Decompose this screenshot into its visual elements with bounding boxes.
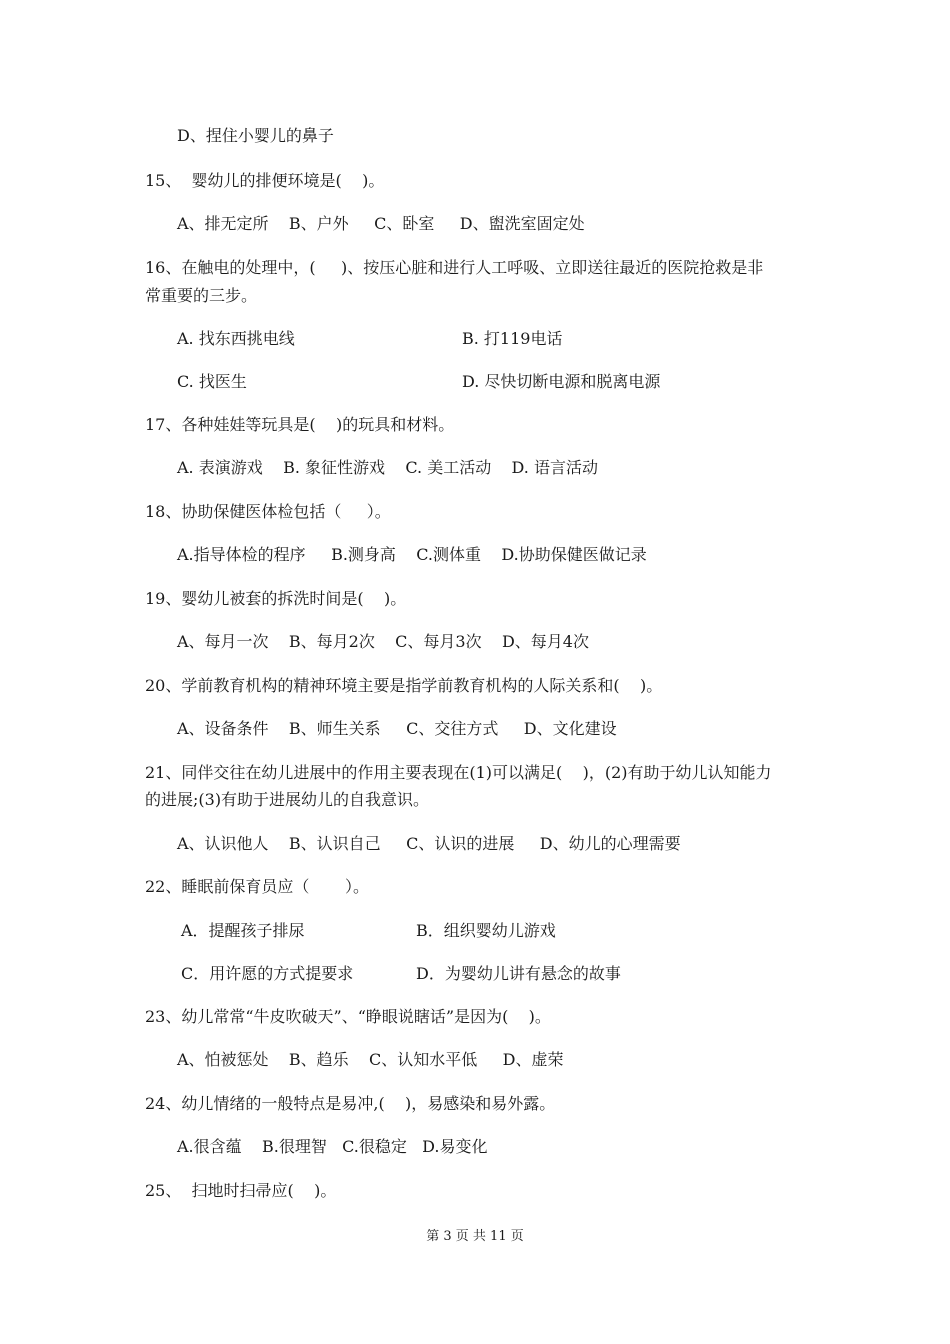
question-19: 19、婴幼儿被套的拆洗时间是( )。 [145,589,407,608]
question-20-options: A、设备条件 B、师生关系 C、交往方式 D、文化建设 [177,719,617,738]
question-20: 20、学前教育机构的精神环境主要是指学前教育机构的人际关系和( )。 [145,676,663,695]
question-16-option-d: D. 尽快切断电源和脱离电源 [462,372,661,391]
question-22: 22、睡眠前保育员应（ ）。 [145,877,369,896]
question-24-options: A.很含蕴 B.很理智 C.很稳定 D.易变化 [177,1137,488,1156]
question-23-options: A、怕被惩处 B、趋乐 C、认知水平低 D、虚荣 [177,1050,564,1069]
question-16-option-a: A. 找东西挑电线 [177,329,295,348]
page-number-footer: 第 3 页 共 11 页 [426,1229,524,1244]
question-24: 24、幼儿情绪的一般特点是易冲,( )，易感染和易外露。 [145,1094,556,1113]
question-22-option-a: A．提醒孩子排尿 [181,921,305,940]
q14-option-d: D、捏住小婴儿的鼻子 [177,126,334,145]
question-16-line-2: 常重要的三步。 [145,286,258,305]
question-21-line-1: 21、同伴交往在幼儿进展中的作用主要表现在(1)可以满足( )，(2)有助于幼儿认知能力 [145,763,772,782]
question-17-options: A. 表演游戏 B. 象征性游戏 C. 美工活动 D. 语言活动 [177,458,598,477]
question-19-options: A、每月一次 B、每月2次 C、每月3次 D、每月4次 [177,632,589,651]
question-21-line-2: 的进展;(3)有助于进展幼儿的自我意识。 [145,790,430,809]
question-15: 15、 婴幼儿的排便环境是( )。 [145,171,385,190]
question-22-option-c: C．用许愿的方式提要求 [181,964,354,983]
question-18: 18、协助保健医体检包括（ ）。 [145,502,391,521]
question-23: 23、幼儿常常“牛皮吹破天”、“睁眼说瞎话”是因为( )。 [145,1007,551,1026]
question-16-line-1: 16、在触电的处理中，( )、按压心脏和进行人工呼吸、立即送往最近的医院抢救是非 [145,258,764,277]
question-18-options: A.指导体检的程序 B.测身高 C.测体重 D.协助保健医做记录 [177,545,647,564]
question-16-option-c: C. 找医生 [177,372,247,391]
question-17: 17、各种娃娃等玩具是( )的玩具和材料。 [145,415,455,434]
question-22-option-b: B．组织婴幼儿游戏 [416,921,556,940]
question-21-options: A、认识他人 B、认识自己 C、认识的进展 D、幼儿的心理需要 [177,834,681,853]
question-25: 25、 扫地时扫帚应( )。 [145,1181,337,1200]
question-15-options: A、排无定所 B、户外 C、卧室 D、盥洗室固定处 [177,214,585,233]
question-22-option-d: D．为婴幼儿讲有悬念的故事 [416,964,621,983]
question-16-option-b: B. 打119电话 [462,329,563,348]
